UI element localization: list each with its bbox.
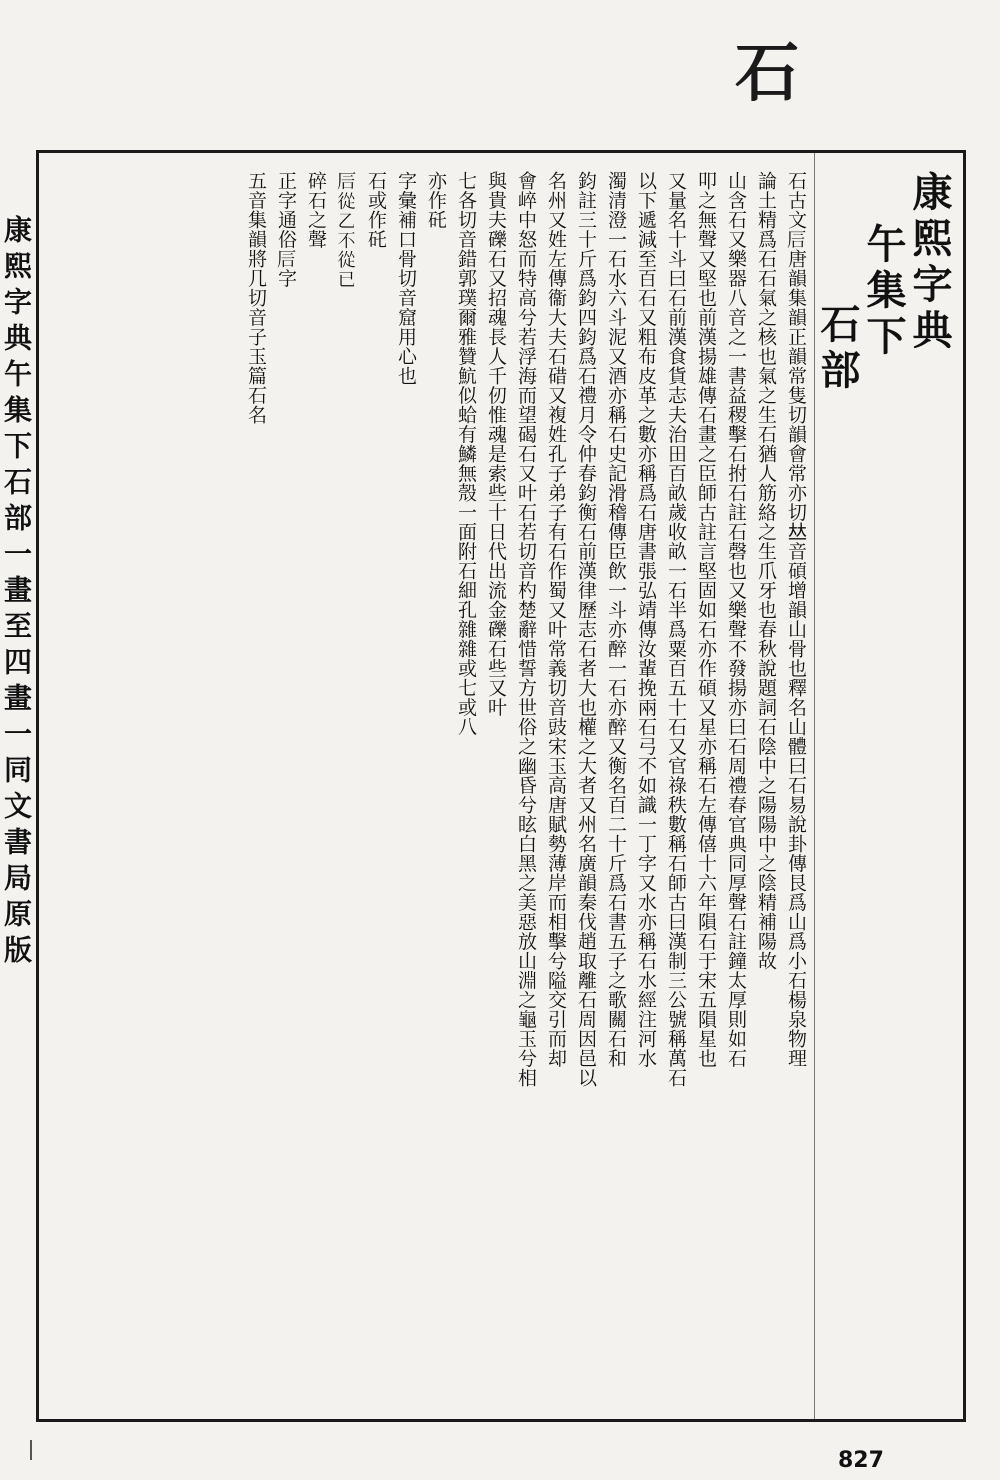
text-column-15: 石或作矺 [365, 171, 387, 249]
text-column-17: 碎石之聲 [305, 171, 327, 249]
margin-part-5: 同文書局原版 [0, 755, 33, 971]
page-frame [36, 150, 966, 1422]
text-column-2: 論土精爲石石氣之核也氣之生石猶人筋絡之生爪牙也春秋說題詞石陰中之陽陽中之陰精補陽故 [755, 171, 777, 971]
text-column-12: 七各切音錯郭璞爾雅贊魧似蛤有鱗無殼一面附石細孔雜雜或七或八 [455, 171, 477, 737]
text-column-4: 叩之無聲又堅也前漢揚雄傳石畫之臣師古註言堅固如石亦作碩又星亦稱石左傳僖十六年隕石于宋五隕星也 [695, 171, 717, 1068]
text-column-1: 石古文𥐘唐韻集韻正韻常隻切韻會常亦切𠀤音碩增韻山骨也釋名山體曰石易說卦傳艮爲山爲小石楊泉物理 [785, 171, 807, 1068]
column-rule [814, 153, 815, 1419]
text-column-5: 又量名十斗曰石前漢食貨志夫治田百畝歲收畝一石半爲粟百五十石又官祿秩數稱石師古曰漢制三公號稱萬石 [665, 171, 687, 1088]
text-column-10: 會崪中怒而特高兮若浮海而望碣石又叶石若切音杓楚辭惜誓方世俗之幽昏兮眩白黑之美惡放山淵之龜玉兮相 [515, 171, 537, 1088]
text-column-8: 鈞註三十斤爲鈞四鈞爲石禮月令仲春鈞衡石前漢律歷志石者大也權之大者又州名廣韻秦伐趙取離石周因邑以 [575, 171, 597, 1088]
margin-running-title [0, 215, 36, 1365]
text-column-19: 五音集韻將几切音子玉篇石名 [245, 171, 267, 425]
book-title: 康熙字典 [906, 171, 953, 355]
collection-title: 午集下 [860, 223, 907, 361]
bleed-through-text [420, 18, 454, 67]
page-number: 827 [838, 1448, 884, 1473]
text-column-11: 與貴夫礫石又招魂長人千仞惟魂是索些十日代出流金礫石些又叶 [485, 171, 507, 717]
margin-part-1: 午集下 [0, 359, 33, 467]
margin-tick [30, 1440, 32, 1460]
radical-title: 石部 [814, 303, 861, 395]
text-column-6: 以下遞減至百石又粗布皮革之數亦稱爲石唐書張弘靖傳汝輩挽兩石弓不如識一丁字又水亦稱石水經注河水 [635, 171, 657, 1068]
margin-part-2: 石部 [0, 467, 33, 539]
text-column-13: 亦作矺 [425, 171, 447, 230]
margin-part-3: 一畫至四畫 [0, 539, 33, 719]
text-column-18: 正字通俗𥐘字 [275, 171, 297, 288]
text-column-9: 名州又姓左傳衞大夫石碏又複姓孔子弟子有石作蜀又叶常義切音豉宋玉高唐賦勢薄岸而相擊兮隘交引而却 [545, 171, 567, 1068]
text-column-7: 濁清澄一石水六斗泥又酒亦稱石史記滑稽傳臣飲一斗亦醉一石亦醉又衡名百二十斤爲石書五子之歌關石和 [605, 171, 627, 1068]
margin-part-4: 一 [0, 719, 33, 755]
text-column-14: 字彙補口骨切音窟用心也 [395, 171, 417, 386]
text-column-16: 𥐘從乙不從已 [335, 171, 357, 288]
text-column-3: 山含石又樂器八音之一書益稷擊石拊石註石磬也又樂聲不發揚亦曰石周禮春官典同厚聲石註鐘太厚則如石 [725, 171, 747, 1068]
page-header-glyph: 石 [735, 36, 799, 111]
margin-book-label: 康熙字典 [0, 215, 33, 359]
